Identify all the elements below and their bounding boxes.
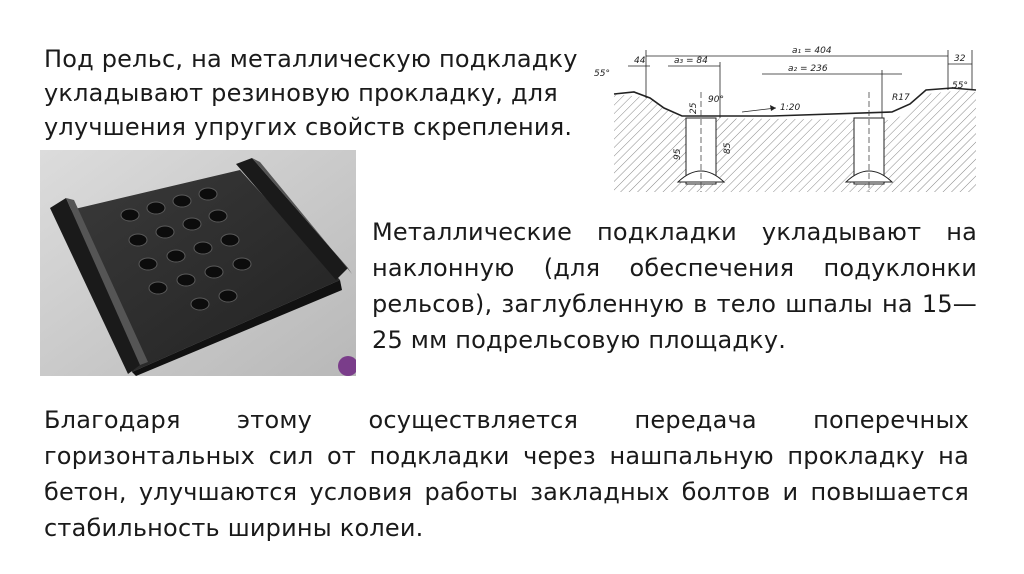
radius-label: R17 bbox=[892, 93, 910, 103]
paragraph-rubber-pad: Под рельс, на металлическую подкладку укладывают резиновую прокладку, для улучшения упругих свойств скрепления. bbox=[44, 45, 578, 141]
dim-85: 85 bbox=[723, 142, 733, 154]
tie-plate-image bbox=[40, 150, 356, 376]
cross-section-svg bbox=[592, 42, 984, 196]
angle-left: 55° bbox=[594, 69, 610, 79]
slope-label: 1:20 bbox=[780, 103, 801, 113]
paragraph-metal-plates: Металлические подкладки укладывают на наклонную (для обеспечения подуклонки рельсов), заглубленную в тело шпалы на 15— 25 мм подрельсовую площадку. bbox=[372, 218, 977, 354]
dim-a1: a₁ = 404 bbox=[792, 46, 832, 56]
tie-plate-photo bbox=[40, 150, 356, 376]
paragraph-force-transfer: Благодаря этому осуществляется передача поперечных горизонтальных сил от подкладки через нашпальную прокладку на бетон, улучшаются условия работы закладных болтов и повышается стабильность ширины колеи. bbox=[44, 406, 969, 542]
dim-25: 25 bbox=[689, 102, 699, 114]
dim-a2: a₂ = 236 bbox=[788, 64, 828, 74]
dim-32: 32 bbox=[954, 54, 966, 64]
dim-a3: a₃ = 84 bbox=[674, 56, 708, 66]
angle-right: 55° bbox=[952, 81, 968, 91]
dim-44: 44 bbox=[634, 56, 646, 66]
dim-95: 95 bbox=[673, 148, 683, 160]
tie-plate-cross-section-drawing bbox=[592, 42, 984, 196]
angle-90: 90° bbox=[708, 95, 724, 105]
